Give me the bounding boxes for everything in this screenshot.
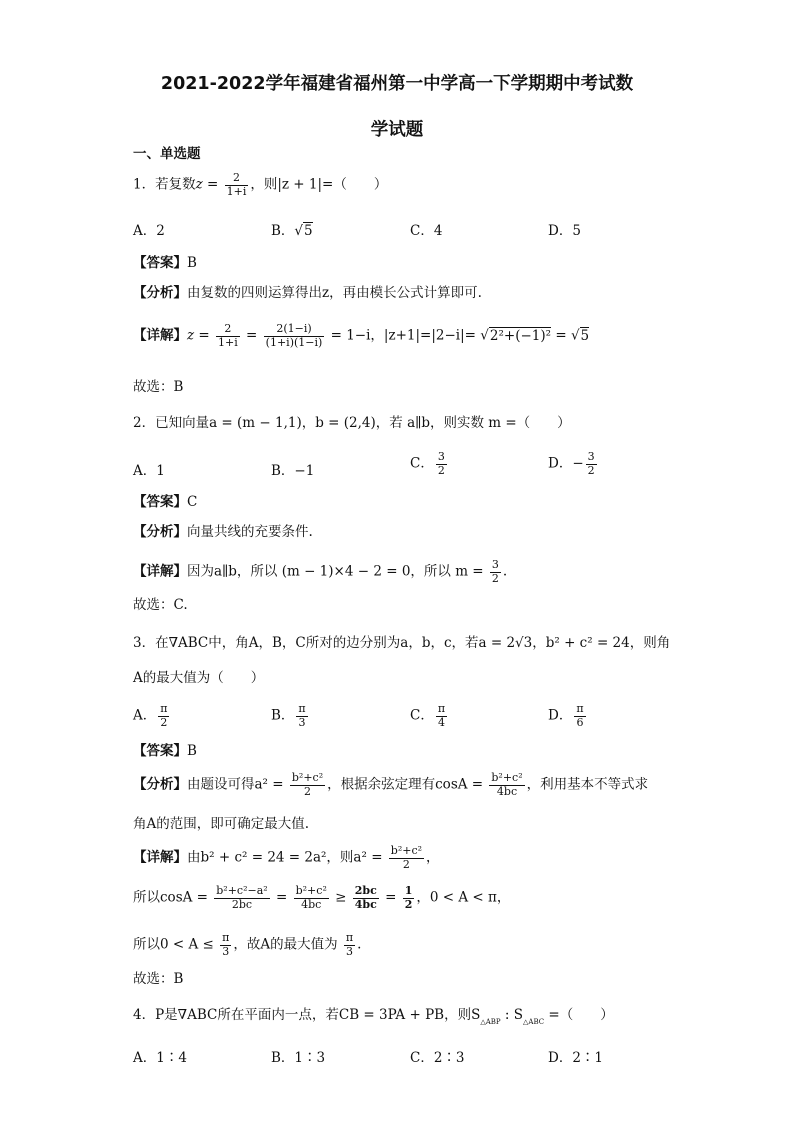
q4-stem: 4．P是∇ABC所在平面内一点，若CB = 3PA + PB，则$S_{\triangle ABP}$ : $S_{\triangle ABC}$ =（ ） [133,1007,614,1026]
q1-option-b: B．√5 [271,223,313,239]
title-line-1: 2021-2022学年福建省福州第一中学高一下学期期中考试数 [160,74,634,94]
q3-analysis: 【分析】由题设可得a² = $\frac{\text{b²+c²}}{2}$ ，根据余弦定理有cosA = $\frac{\text{b²+c²}}{4bc}$ ，利用基本不等式求 [133,771,649,798]
q1-conclusion: 故选：B [133,379,184,395]
q3-conclusion: 故选：B [133,971,184,987]
q3-stem-line-2: A的最大值为（ ） [133,670,265,686]
q1-answer: 【答案】B [133,255,197,271]
q4-option-b: B．1∶3 [271,1050,326,1066]
q1-option-d: D．5 [548,223,581,239]
q2-option-d: D．− $\frac{3}{2}$ [548,450,595,477]
title-line-2: 学试题 [370,120,424,140]
q2-detail: 【详解】因为a∥b，所以 (m − 1)×4 − 2 = 0，所以 m = $\frac{3}{2}$ . [133,558,508,585]
q3-option-c: C． $\frac{\pi}{4}$ [410,702,446,729]
q1-analysis: 【分析】由复数的四则运算得出z，再由模长公式计算即可. [133,285,482,301]
q3-range-line: 所以0 < A ≤ $\frac{\pi}{3}$ ，故A的最大值为 $\frac{\pi}{3}$ . [133,931,362,958]
q3-detail: 【详解】由b² + c² = 24 = 2a²，则a² = $\frac{\text{b²+c²}}{2}$ ， [133,844,440,871]
q3-option-a: A． $\frac{\pi}{2}$ [133,702,168,729]
q3-answer: 【答案】B [133,743,197,759]
q4-option-a: A．1∶4 [133,1050,187,1066]
q1-option-a: A．2 [133,223,165,239]
q3-option-b: B． $\frac{\pi}{3}$ [271,702,306,729]
q2-option-a: A．1 [133,463,165,479]
q2-option-b: B．−1 [271,463,315,479]
q2-option-c: C． $\frac{3}{2}$ [410,450,445,477]
q2-conclusion: 故选：C. [133,597,188,613]
q3-stem-line-1: 3．在∇ABC中，角A，B，C所对的边分别为a，b，c，若a = 2√3，b² + c² = 24，则角 [133,635,671,651]
q2-answer: 【答案】C [133,494,198,510]
q3-option-d: D． $\frac{\pi}{6}$ [548,702,584,729]
q1-detail: 【详解】z = $\frac{2}{1+i}$ = $\frac{2(1-i)}{(1+i)(1-i)}$ = 1−i，|z+1|=|2−i|= √2²+(−1)² = √5 [133,322,590,349]
q4-option-c: C．2∶3 [410,1050,465,1066]
q1-option-c: C．4 [410,223,443,239]
q3-analysis-line-2: 角A的范围，即可确定最大值. [133,816,310,832]
q2-analysis: 【分析】向量共线的充要条件. [133,524,313,540]
q4-option-d: D．2∶1 [548,1050,604,1066]
q2-stem: 2．已知向量a = (m − 1,1)，b = (2,4)，若 a∥b，则实数 m =（ ） [133,415,571,431]
q1-stem: 1．若复数z = $\frac{2}{1+i}$ ，则|z + 1|=（ ） [133,171,388,198]
section-heading: 一、单选题 [133,146,201,162]
q3-cos-line: 所以cosA = $\frac{\text{b²+c²−a²}}{2bc}$ = $\frac{\text{b²+c²}}{4bc}$ ≥ $\frac{2bc}{4bc}$ = $\frac{1}{2}$ ，0 < A < π， [133,884,511,911]
